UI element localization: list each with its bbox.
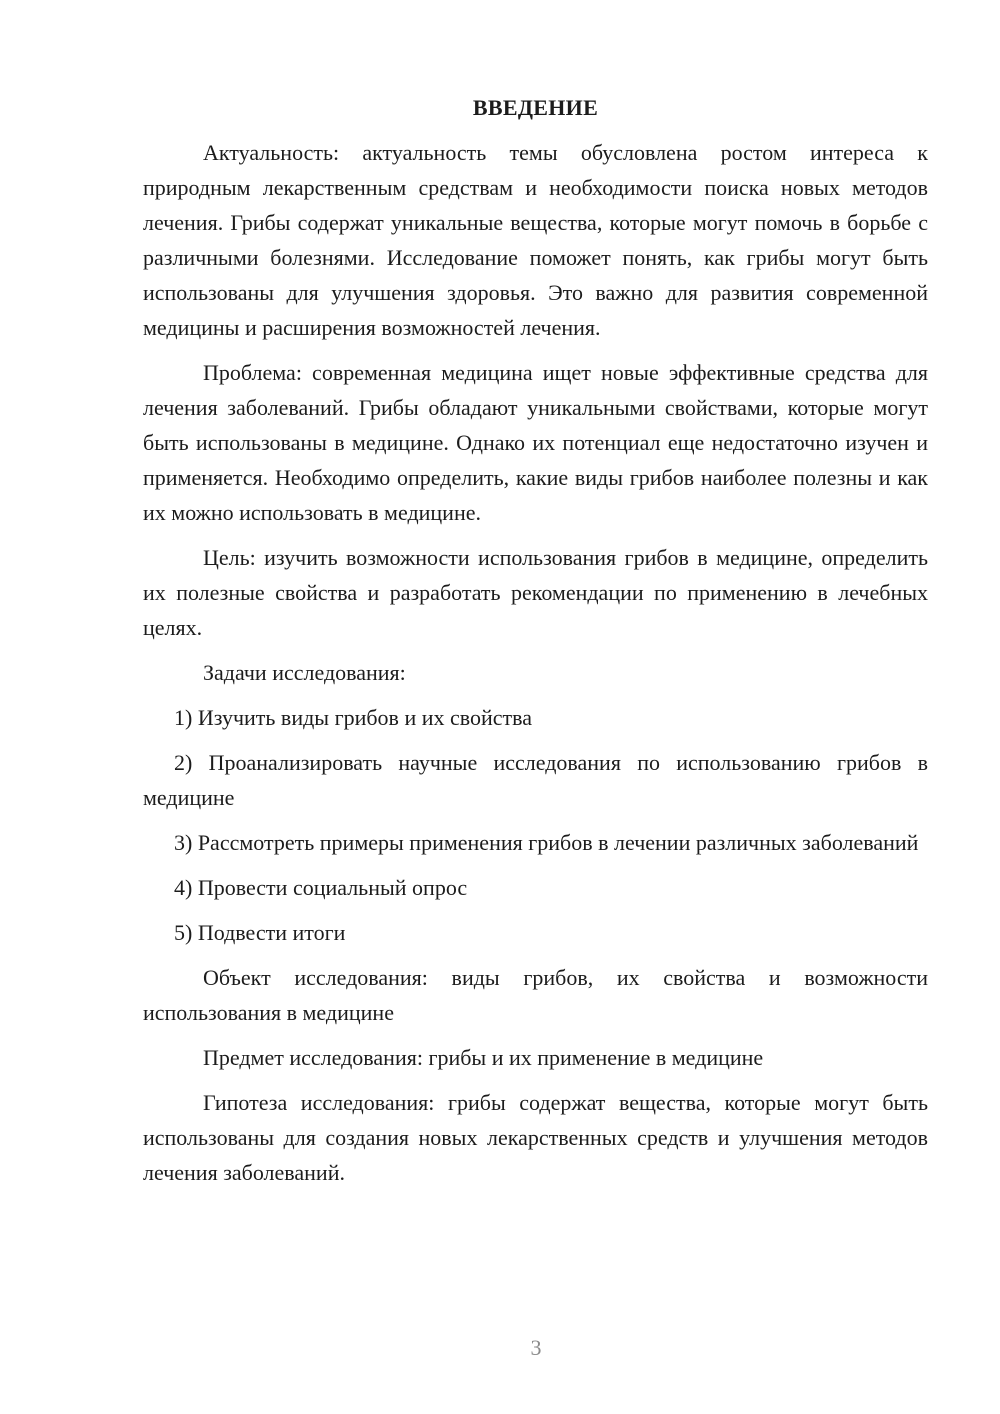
task-item-2: 2) Проанализировать научные исследования по использованию грибов в медицине [143,750,928,810]
task-item-5: 5) Подвести итоги [174,920,346,945]
paragraph-hypothesis: Гипотеза исследования: грибы содержат вещества, которые могут быть использованы для создания новых лекарственных средств и улучшения методов лечения заболеваний. [143,1090,928,1185]
paragraph-relevance: Актуальность: актуальность темы обусловлена ростом интереса к природным лекарственным средствам и необходимости поиска новых методов лечения. Грибы содержат уникальные вещества, которые могут помочь в борьбе с различными болезнями. Исследование поможет понять, как грибы могут быть использованы для улучшения здоровья. Это важно для развития современной медицины и расширения возможностей лечения. [143,140,928,340]
page-number: 3 [530,1335,542,1360]
paragraph-subject: Предмет исследования: грибы и их применение в медицине [203,1045,764,1070]
task-item-1: 1) Изучить виды грибов и их свойства [174,705,533,730]
paragraph-goal: Цель: изучить возможности использования грибов в медицине, определить их полезные свойства и разработать рекомендации по применению в лечебных целях. [143,545,928,640]
task-item-4: 4) Провести социальный опрос [174,875,468,900]
paragraph-problem: Проблема: современная медицина ищет новые эффективные средства для лечения заболеваний. Грибы обладают уникальными свойствами, которые могут быть использованы в медицине. Однако их потенциал еще недостаточно изучен и применяется. Необходимо определить, какие виды грибов наиболее полезны и как их можно использовать в медицине. [143,360,928,525]
tasks-heading: Задачи исследования: [203,660,406,685]
paragraph-object: Объект исследования: виды грибов, их свойства и возможности использования в медицине [143,965,928,1025]
document-body [143,90,928,1200]
section-title: ВВЕДЕНИЕ [472,95,599,120]
task-item-3: 3) Рассмотреть примеры применения грибов в лечении различных заболеваний [174,830,919,855]
